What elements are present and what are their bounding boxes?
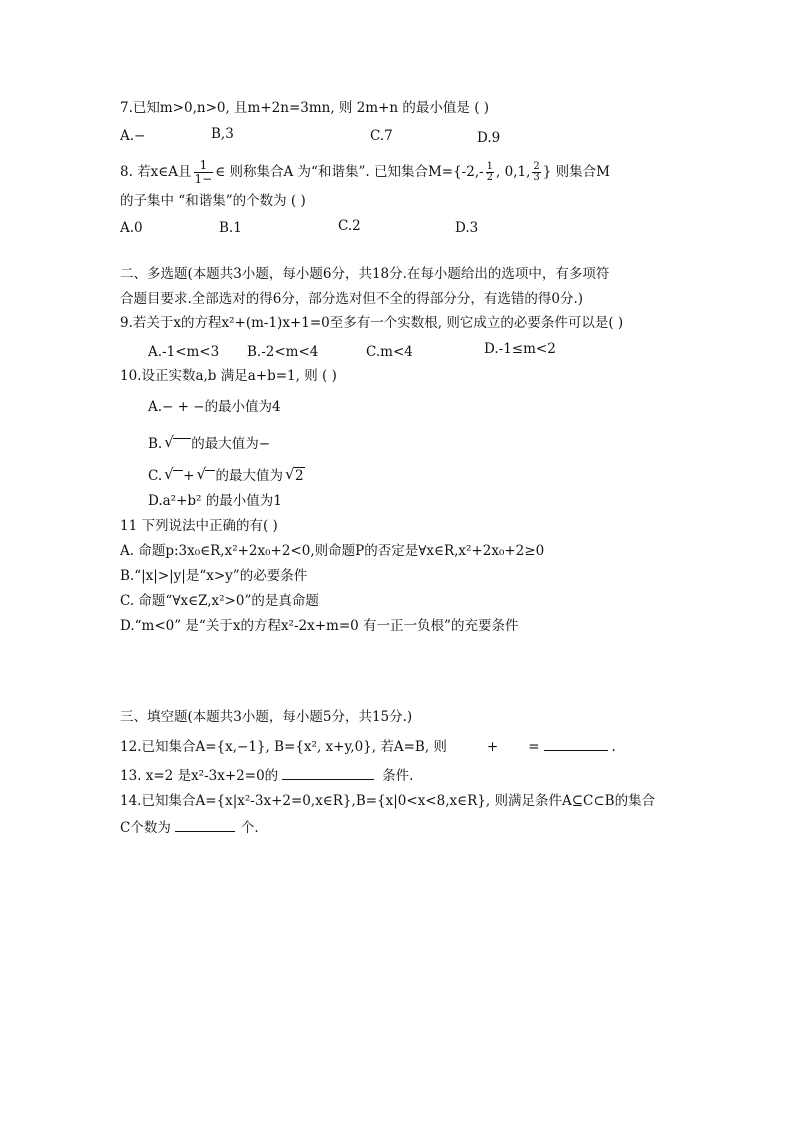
q12-line [120,736,616,756]
q14-line2 [120,817,259,837]
q8-fraction-2 [486,162,494,183]
q10-option-b [148,435,270,453]
q8-option-c: C.2 [338,218,361,234]
q13-prefix: 13. x=2 是x²-3x+2=0的 [120,768,279,784]
q8-fraction-3-num: 2 [533,161,540,172]
q11-option-a: A. 命题p:3x₀∈R,x²+2x₀+2<0,则命题P的否定是∀x∈R,x²+2x₀+2≥0 [120,543,545,559]
q10-option-a [148,398,281,416]
q8-stem-line2: 的子集中 “和谐集”的个数为 ( ) [120,193,306,209]
q8-option-b: B.1 [219,220,242,236]
q9-stem: 9.若关于x的方程x²+(m-1)x+1=0至多有一个实数根, 则它成立的必要条件可以是( ) [120,315,624,331]
q10-option-c [148,467,305,485]
q7-option-b: B,3 [211,126,234,142]
q14-line2-prefix: C个数为 [120,820,171,836]
q10-option-a-prefix: A.− + − [148,399,205,415]
q10-option-c-prefix: C. [148,468,163,484]
q13-suffix: 条件. [382,768,414,784]
q8-stem [120,157,610,187]
q12-end: . [611,739,616,755]
q8-stem-mid: ∈ 则称集合A 为“和谐集”. 已知集合M={-2,- [215,164,484,180]
q14-line2-suffix: 个. [240,820,259,836]
q11-option-c: C. 命题“∀x∈Z,x²>0”的是真命题 [120,593,319,609]
q8-stem-suffix: } 则集合M [542,164,610,180]
q7-option-d: D.9 [477,130,501,146]
q7-option-c: C.7 [370,128,393,144]
q13-answer-blank[interactable] [282,765,374,780]
q9-option-a: A.-1<m<3 [148,344,220,360]
q10-option-d: D.a²+b² 的最小值为1 [148,493,282,509]
q10-option-b-suffix: 的最大值为− [191,436,271,452]
section2-heading-line1: 二、多选题(本题共3小题，每小题6分，共18分.在每小题给出的选项中，有多项符 [120,266,610,282]
q8-fraction-2-den: 2 [486,172,494,183]
sqrt-symbol [164,435,191,453]
q10-option-a-suffix: 的最小值为4 [204,399,281,415]
q8-fraction-3-den: 3 [533,172,540,183]
q10-option-b-prefix: B. [148,436,163,452]
q12-equals: = [528,739,540,755]
q11-stem: 11 下列说法中正确的有( ) [120,518,278,534]
sqrt-symbol [164,467,183,485]
sqrt-2-radicand: 2 [294,468,304,484]
q9-option-d: D.-1≤m<2 [484,341,556,357]
q8-stem-mid2: , 0,1, [496,164,531,180]
section3-heading: 三、填空题(本题共3小题，每小题5分，共15分.) [120,709,413,725]
q10-option-c-suffix: 的最大值为 [215,468,283,484]
sqrt-2 [285,467,305,485]
section2-heading-line2: 合题目要求.全部选对的得6分，部分选对但不全的得部分分，有选错的得0分.) [120,291,584,307]
sqrt-symbol [196,467,215,485]
q10-option-c-mid: + [183,468,195,484]
q9-option-b: B.-2<m<4 [247,344,319,360]
q9-option-c: C.m<4 [366,344,413,360]
q7-stem: 7.已知m>0,n>0, 且m+2n=3mn, 则 2m+n 的最小值是 ( ) [120,100,490,116]
q7-option-a: A.− [120,128,146,144]
q12-stem: 12.已知集合A={x,−1}, B={x², x+y,0}, 若A=B, 则 [120,739,447,755]
q14-answer-blank[interactable] [175,817,235,832]
q8-option-d: D.3 [455,220,479,236]
q8-fraction-1-den: 1− [194,172,213,186]
q12-plus: + [486,739,499,755]
q12-answer-blank[interactable] [544,736,608,751]
q10-stem: 10.设正实数a,b 满足a+b=1, 则 ( ) [120,368,337,384]
q11-option-d: D.“m<0” 是“关于x的方程x²-2x+m=0 有一正一负根”的充要条件 [120,618,519,634]
q13-line [120,765,413,785]
q8-fraction-1-num: 1 [194,159,214,173]
q8-fraction-3 [532,162,540,183]
q8-fraction-2-num: 1 [486,161,494,172]
q14-line1: 14.已知集合A={x|x²-3x+2=0,x∈R},B={x|0<x<8,x∈R}, 则满足条件A⊆C⊂B的集合 [120,793,656,809]
q8-stem-prefix: 8. 若x∈A且 [120,164,192,180]
q11-option-b: B.“|x|>|y|是“x>y”的必要条件 [120,568,308,584]
q8-option-a: A.0 [120,220,143,236]
q8-fraction-1 [194,159,214,186]
